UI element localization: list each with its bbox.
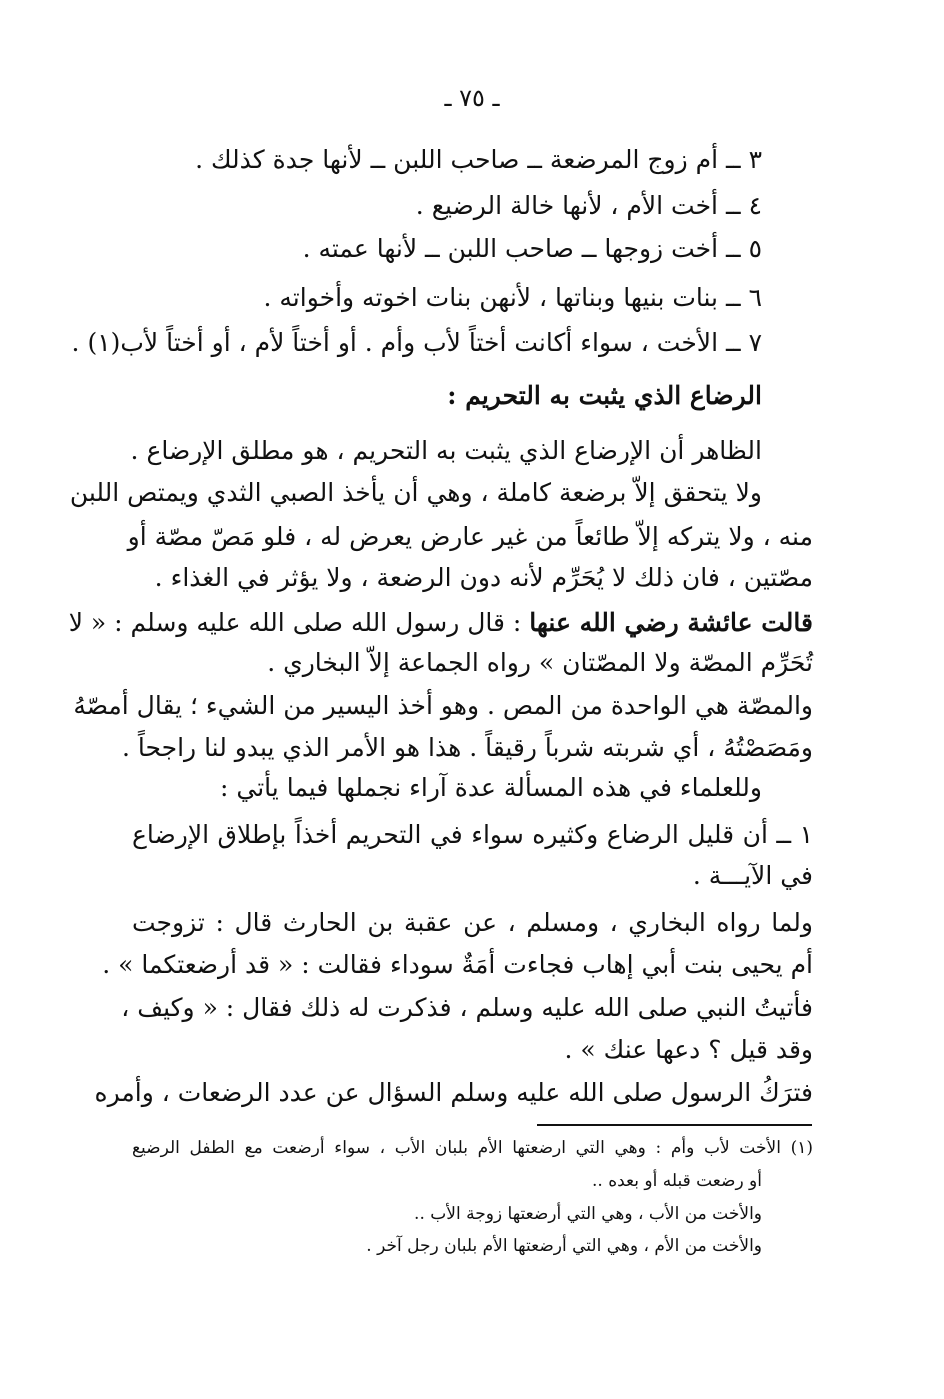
list-item: ٤ ــ أخت الأم ، لأنها خالة الرضيع . <box>415 191 762 220</box>
paragraph-line: الظاهر أن الإرضاع الذي يثبت به التحريم ، هو مطلق الإرضاع . <box>130 436 762 465</box>
paragraph-line: وقد قيل ؟ دعها عنك » . <box>564 1035 813 1064</box>
paragraph-line: منه ، ولا يتركه إلاّ طائعاً من غير عارض يعرض له ، فلو مَصّ مصّة أو <box>127 522 813 551</box>
paragraph-line <box>68 608 813 637</box>
paragraph-line: ١ ــ أن قليل الرضاع وكثيره سواء في التحريم أخذاً بإطلاق الإرضاع <box>132 820 813 849</box>
paragraph-line: في الآيـــة . <box>692 861 813 890</box>
paragraph-line: فأتيتُ النبي صلى الله عليه وسلم ، فذكرت له ذلك فقال : « وكيف ، <box>121 993 813 1022</box>
list-item: ٥ ــ أخت زوجها ــ صاحب اللبن ــ لأنها عمته . <box>302 234 762 263</box>
footnote-divider <box>537 1124 812 1126</box>
paragraph-line: والمصّة هي الواحدة من المص . وهو أخذ اليسير من الشيء ؛ يقال أمصّهُ <box>73 691 813 720</box>
footnote-line: والأخت من الأم ، وهي التي أرضعتها الأم بلبان رجل آخر . <box>366 1236 762 1256</box>
footnote-line: والأخت من الأب ، وهي التي أرضعتها زوجة الأب .. <box>414 1204 762 1224</box>
paragraph-line: فترَكُ الرسول صلى الله عليه وسلم السؤال عن عدد الرضعات ، وأمره <box>94 1078 813 1107</box>
footnote-line: (١) الأخت لأب وأم : وهي التي ارضعتها الأم بلبان الأب ، سواء أرضعت مع الطفل الرضيع <box>132 1138 813 1158</box>
paragraph-line: ومَصَصْتُهُ ، أي شربته شرباً رقيقاً . هذا هو الأمر الذي يبدو لنا راجحاً . <box>122 733 813 762</box>
hadith-narrator: قالت عائشة رضي الله عنها <box>529 608 813 637</box>
footnote-line: أو رضعت قبله أو بعده .. <box>592 1171 762 1191</box>
paragraph-line: مصّتين ، فان ذلك لا يُحَرِّم لأنه دون الرضعة ، ولا يؤثر في الغذاء . <box>154 563 813 592</box>
hadith-text: : قال رسول الله صلى الله عليه وسلم : « لا <box>68 608 530 637</box>
page-number: ـ ٧٥ ـ <box>444 84 500 112</box>
section-heading: الرضاع الذي يثبت به التحريم : <box>447 381 762 410</box>
paragraph-line: أم يحيى بنت أبي إهاب فجاءت أمَةٌ سوداء فقالت : « قد أرضعتكما » . <box>102 950 813 979</box>
paragraph-line: ولا يتحقق إلاّ برضعة كاملة ، وهي أن يأخذ الصبي الثدي ويمتص اللبن <box>69 478 762 507</box>
paragraph-line: ولما رواه البخاري ، ومسلم ، عن عقبة بن الحارث قال : تزوجت <box>132 908 813 937</box>
paragraph-line: وللعلماء في هذه المسألة عدة آراء نجملها فيما يأتي : <box>220 773 762 802</box>
list-item: ٧ ــ الأخت ، سواء أكانت أختاً لأب وأم . أو أختاً لأم ، أو أختاً لأب(١) . <box>71 328 762 357</box>
list-item: ٣ ــ أم زوج المرضعة ــ صاحب اللبن ــ لأنها جدة كذلك . <box>195 145 762 174</box>
list-item: ٦ ــ بنات بنيها وبناتها ، لأنهن بنات اخوته وأخواته . <box>263 283 762 312</box>
paragraph-line: تُحَرِّم المصّة ولا المصّتان » رواه الجماعة إلاّ البخاري . <box>267 648 813 677</box>
